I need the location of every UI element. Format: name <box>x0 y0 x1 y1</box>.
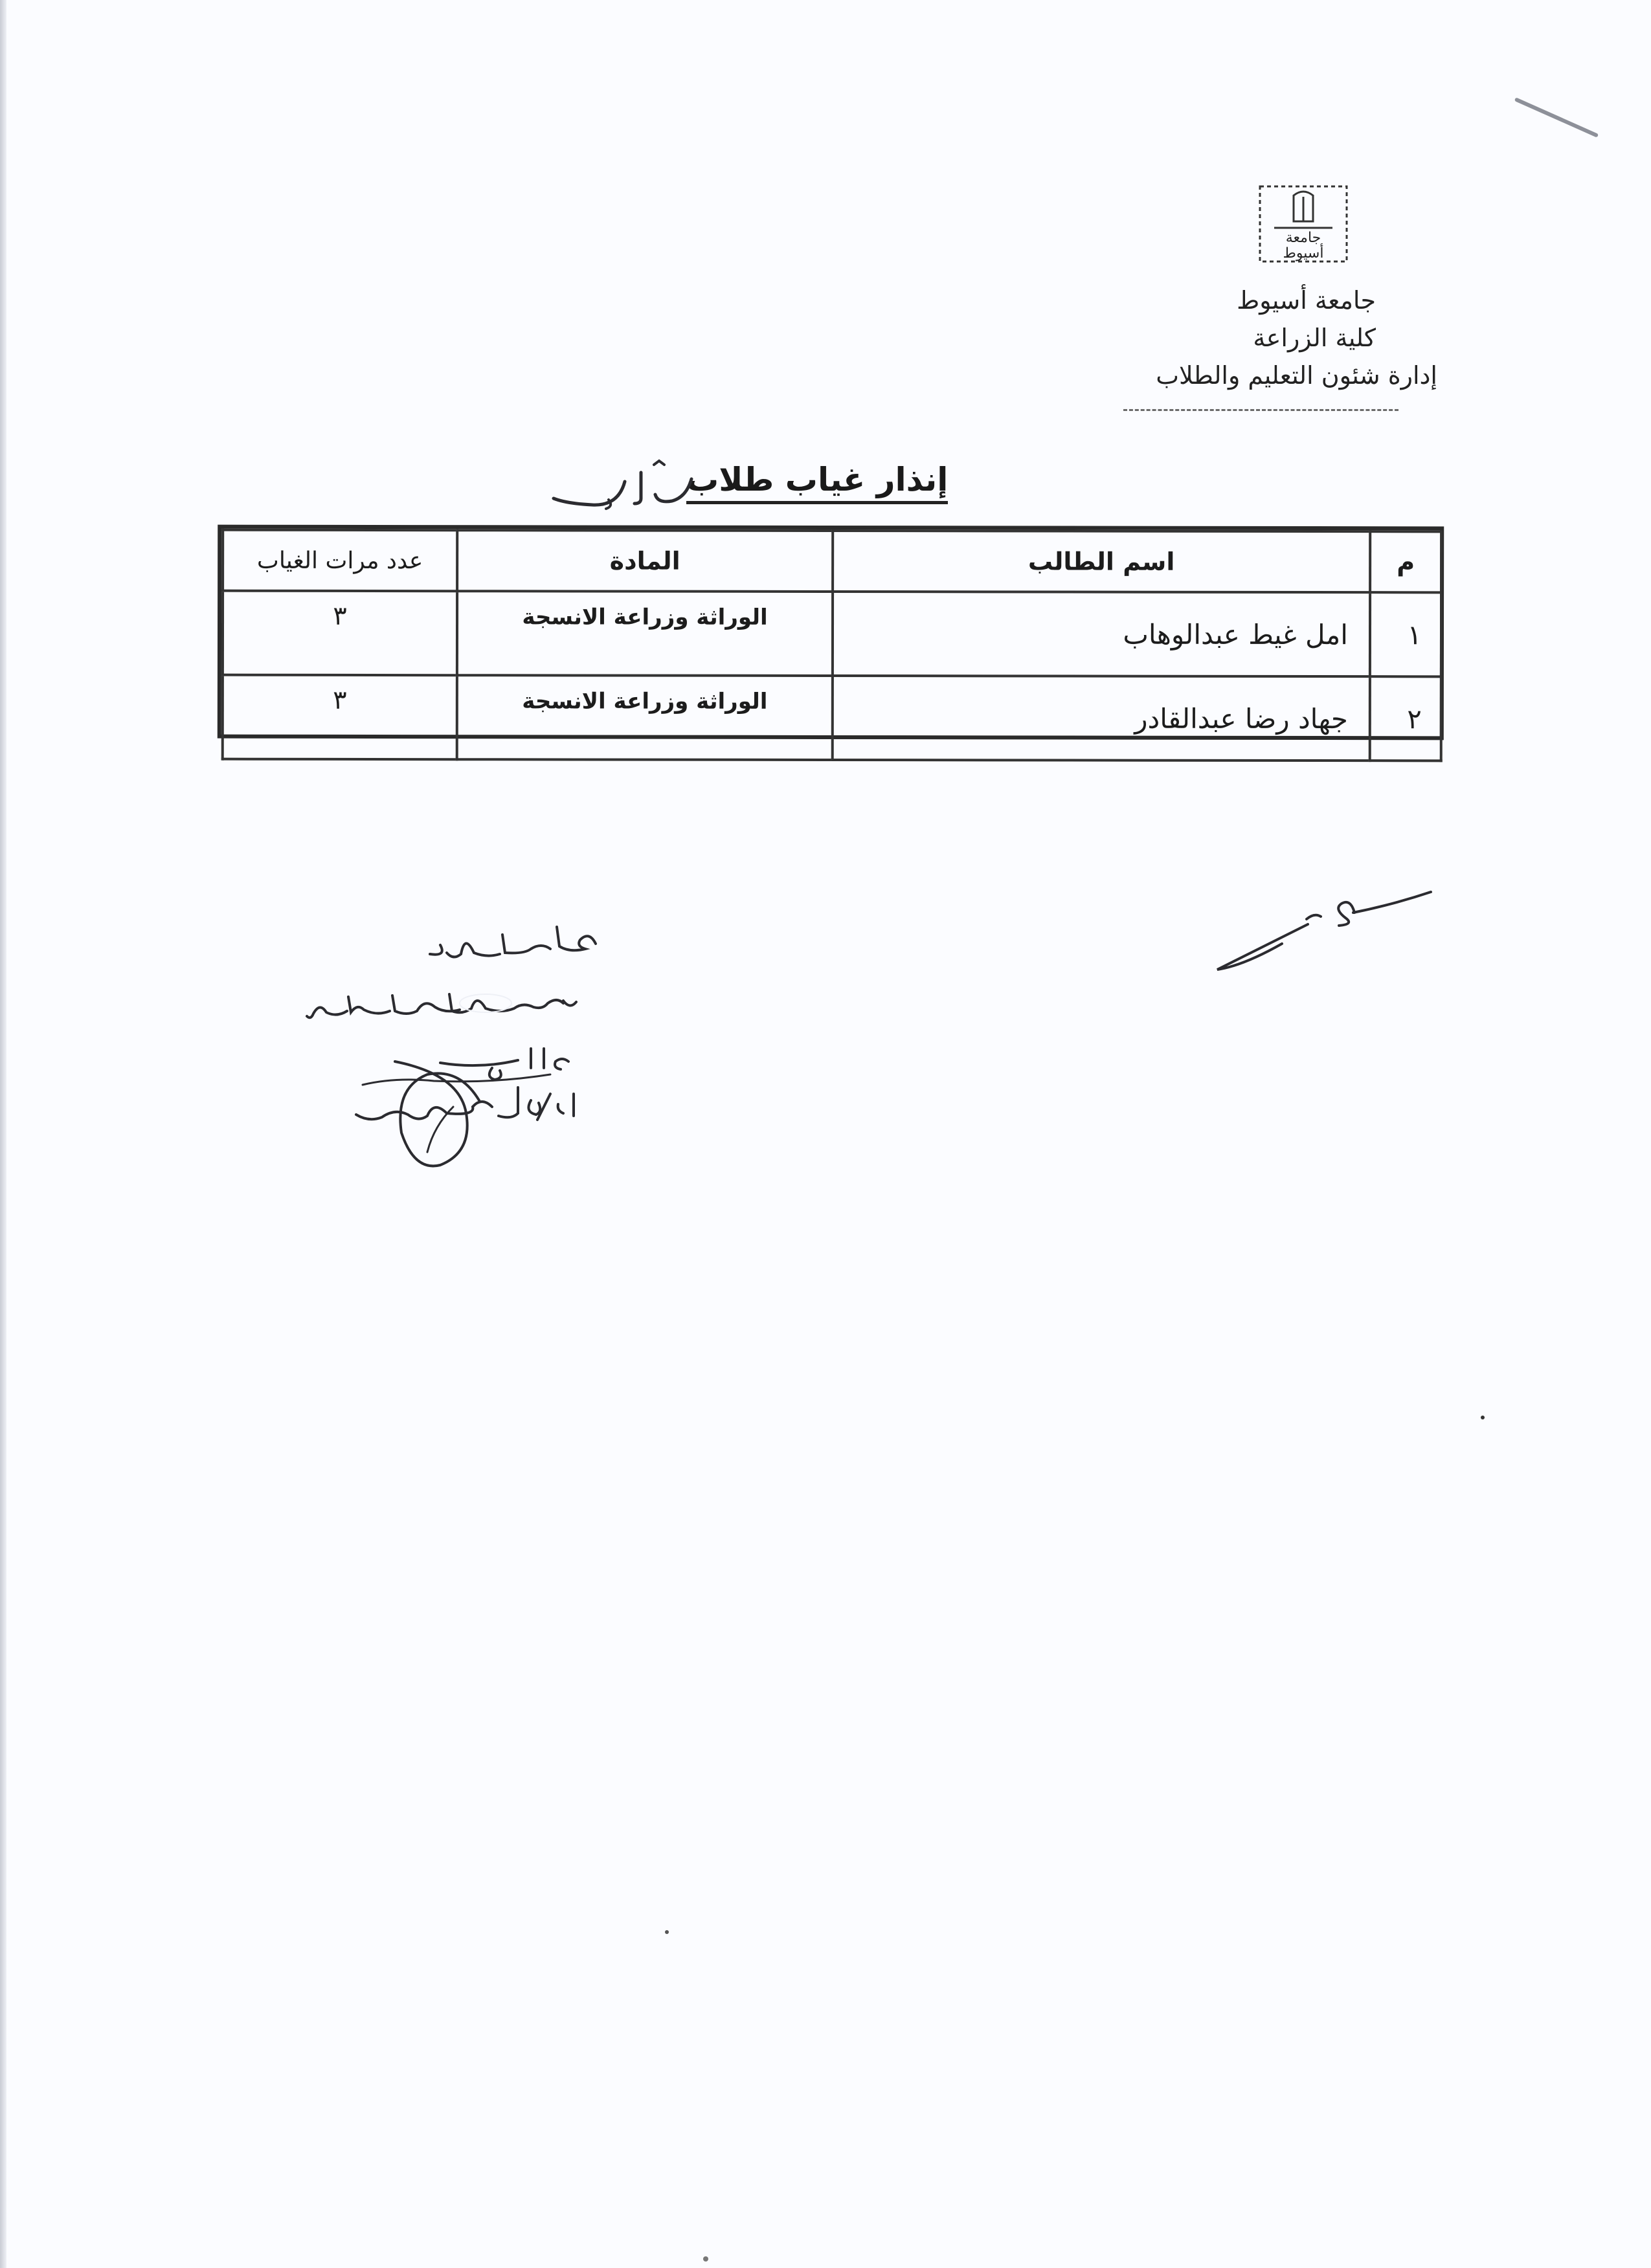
staple <box>1514 97 1599 137</box>
university-name: جامعة أسيوط <box>1237 286 1376 315</box>
cell-student-name: امل غيط عبدالوهاب <box>833 592 1370 676</box>
handwritten-title-word <box>544 453 699 515</box>
letterhead <box>1101 282 1437 394</box>
cell-student-name: جهاد رضا عبدالقادر <box>833 676 1370 761</box>
svg-text:أسيوط: أسيوط <box>1283 245 1324 261</box>
column-header-absence-count: عدد مرات الغياب <box>223 530 457 592</box>
cell-index: ١ <box>1370 592 1441 676</box>
initials-signature <box>1211 887 1437 977</box>
university-logo <box>1255 183 1352 265</box>
department-name: إدارة شئون التعليم والطلاب <box>1156 361 1437 390</box>
cell-subject: الوراثة وزراعة الانسجة <box>457 675 833 760</box>
page-title: إنذار غياب طلاب <box>686 461 948 504</box>
column-header-student-name: اسم الطالب <box>833 531 1370 592</box>
table-row <box>223 591 1441 677</box>
table-row <box>223 675 1441 761</box>
svg-text:جامعة: جامعة <box>1285 230 1321 246</box>
column-header-index: م <box>1370 531 1441 592</box>
cell-absence-count: ٣ <box>223 675 457 760</box>
table-header-row <box>223 530 1441 593</box>
faculty-name: كلية الزراعة <box>1253 324 1376 352</box>
absence-table <box>218 525 1444 740</box>
cell-index: ٢ <box>1370 676 1441 761</box>
cell-absence-count: ٣ <box>223 591 457 676</box>
header-divider <box>1123 409 1398 411</box>
vice-dean-signature-block <box>259 906 622 1210</box>
column-header-subject: المادة <box>457 530 833 592</box>
scan-edge <box>0 0 6 2268</box>
cell-subject: الوراثة وزراعة الانسجة <box>457 591 833 676</box>
